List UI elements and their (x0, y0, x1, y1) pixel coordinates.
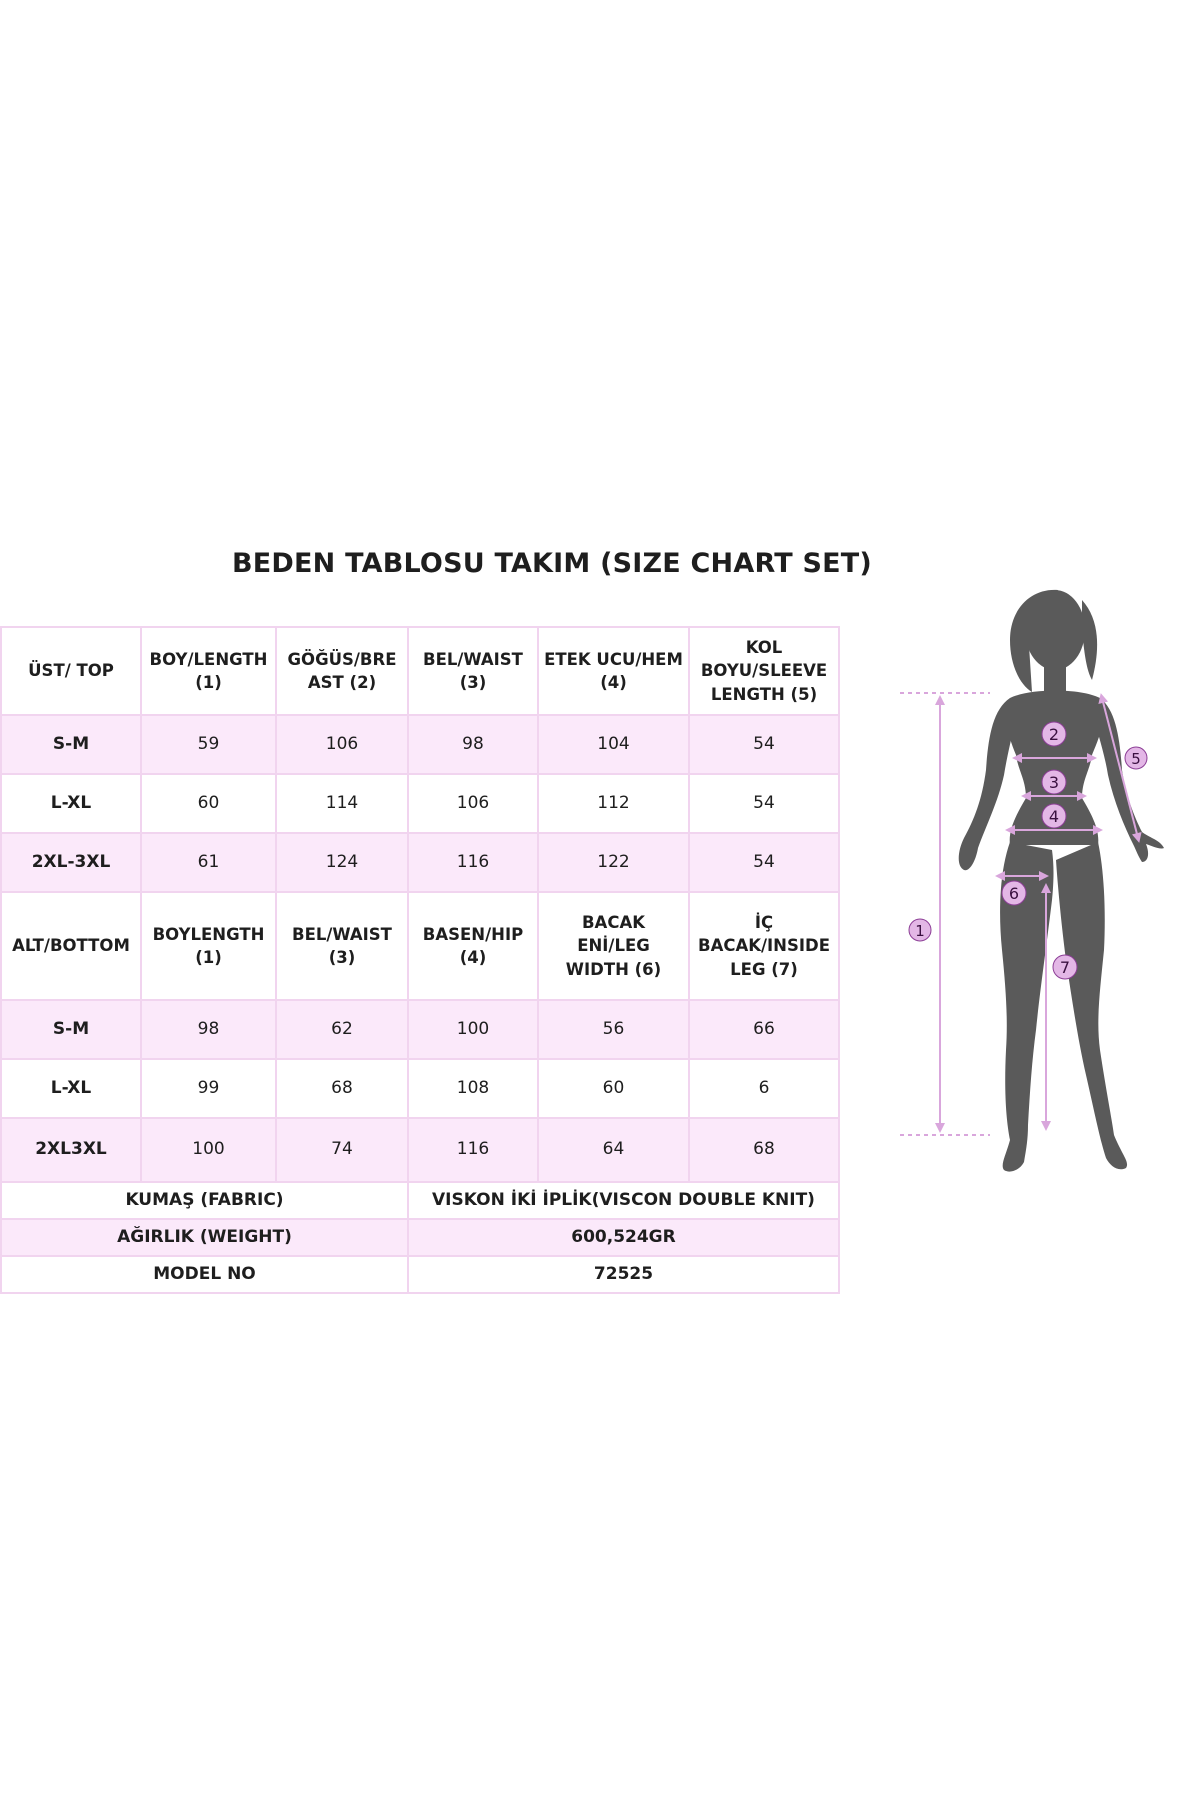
table-cell: 106 (408, 774, 538, 833)
header-cell: BEL/WAIST (3) (408, 627, 538, 715)
info-row-fabric (1, 1182, 839, 1219)
table-cell: 98 (408, 715, 538, 774)
table-cell: 108 (408, 1059, 538, 1118)
table-cell: 62 (276, 1000, 408, 1059)
marker-6 (1002, 881, 1026, 905)
info-label: MODEL NO (1, 1256, 408, 1293)
size-label: L-XL (1, 774, 141, 833)
marker-4 (1042, 804, 1066, 828)
marker-1 (909, 919, 931, 941)
table-cell: 59 (141, 715, 276, 774)
table-cell: 6 (689, 1059, 839, 1118)
bottom-header-row (1, 892, 839, 1000)
size-chart-table (0, 626, 840, 1294)
marker-3 (1042, 770, 1066, 794)
table-cell: 99 (141, 1059, 276, 1118)
size-label: 2XL-3XL (1, 833, 141, 892)
table-cell: 60 (538, 1059, 689, 1118)
marker-7-label: 7 (1059, 958, 1071, 977)
table-cell: 66 (689, 1000, 839, 1059)
info-label: KUMAŞ (FABRIC) (1, 1182, 408, 1219)
header-cell: GÖĞÜS/BRE AST (2) (276, 627, 408, 715)
marker-7 (1053, 955, 1077, 979)
length-guide (900, 693, 990, 1135)
marker-2-label: 2 (1048, 725, 1060, 744)
table-cell: 124 (276, 833, 408, 892)
body-measurement-figure (860, 570, 1200, 1210)
top-header-row (1, 627, 839, 715)
marker-2 (1042, 722, 1066, 746)
size-label: S-M (1, 715, 141, 774)
marker-6-label: 6 (1008, 884, 1020, 903)
header-cell: ETEK UCU/HEM (4) (538, 627, 689, 715)
table-row (1, 1118, 839, 1182)
size-label: L-XL (1, 1059, 141, 1118)
table-cell: 54 (689, 774, 839, 833)
info-row-weight (1, 1219, 839, 1256)
header-cell: BOY/LENGTH (1) (141, 627, 276, 715)
table-cell: 74 (276, 1118, 408, 1182)
table-cell: 106 (276, 715, 408, 774)
marker-5-label: 5 (1131, 750, 1141, 768)
header-cell: ALT/BOTTOM (1, 892, 141, 1000)
info-label: AĞIRLIK (WEIGHT) (1, 1219, 408, 1256)
info-value: 72525 (408, 1256, 839, 1293)
header-cell: KOL BOYU/SLEEVE LENGTH (5) (689, 627, 839, 715)
table-cell: 64 (538, 1118, 689, 1182)
info-value: 600,524GR (408, 1219, 839, 1256)
table-cell: 116 (408, 833, 538, 892)
marker-3-label: 3 (1048, 773, 1060, 792)
table-cell: 68 (689, 1118, 839, 1182)
table-row (1, 1059, 839, 1118)
info-row-model (1, 1256, 839, 1293)
page-title: BEDEN TABLOSU TAKIM (SIZE CHART SET) (232, 548, 872, 579)
marker-1-label: 1 (915, 922, 925, 940)
header-cell: BEL/WAIST (3) (276, 892, 408, 1000)
table-row (1, 1000, 839, 1059)
header-cell: İÇ BACAK/INSIDE LEG (7) (689, 892, 839, 1000)
table-cell: 61 (141, 833, 276, 892)
table-cell: 100 (408, 1000, 538, 1059)
table-cell: 100 (141, 1118, 276, 1182)
size-label: 2XL3XL (1, 1118, 141, 1182)
header-cell: BASEN/HIP (4) (408, 892, 538, 1000)
table-cell: 104 (538, 715, 689, 774)
header-cell: BACAK ENİ/LEG WIDTH (6) (538, 892, 689, 1000)
table-cell: 114 (276, 774, 408, 833)
table-cell: 122 (538, 833, 689, 892)
table-cell: 60 (141, 774, 276, 833)
table-cell: 56 (538, 1000, 689, 1059)
info-value: VISKON İKİ İPLİK(VISCON DOUBLE KNIT) (408, 1182, 839, 1219)
header-cell: BOYLENGTH (1) (141, 892, 276, 1000)
table-row (1, 774, 839, 833)
table-cell: 116 (408, 1118, 538, 1182)
marker-5 (1125, 747, 1147, 769)
silhouette (959, 590, 1164, 1172)
header-cell: ÜST/ TOP (1, 627, 141, 715)
table-cell: 112 (538, 774, 689, 833)
table-cell: 98 (141, 1000, 276, 1059)
table-cell: 68 (276, 1059, 408, 1118)
size-label: S-M (1, 1000, 141, 1059)
table-cell: 54 (689, 833, 839, 892)
table-row (1, 833, 839, 892)
marker-4-label: 4 (1048, 807, 1060, 826)
table-row (1, 715, 839, 774)
table-cell: 54 (689, 715, 839, 774)
